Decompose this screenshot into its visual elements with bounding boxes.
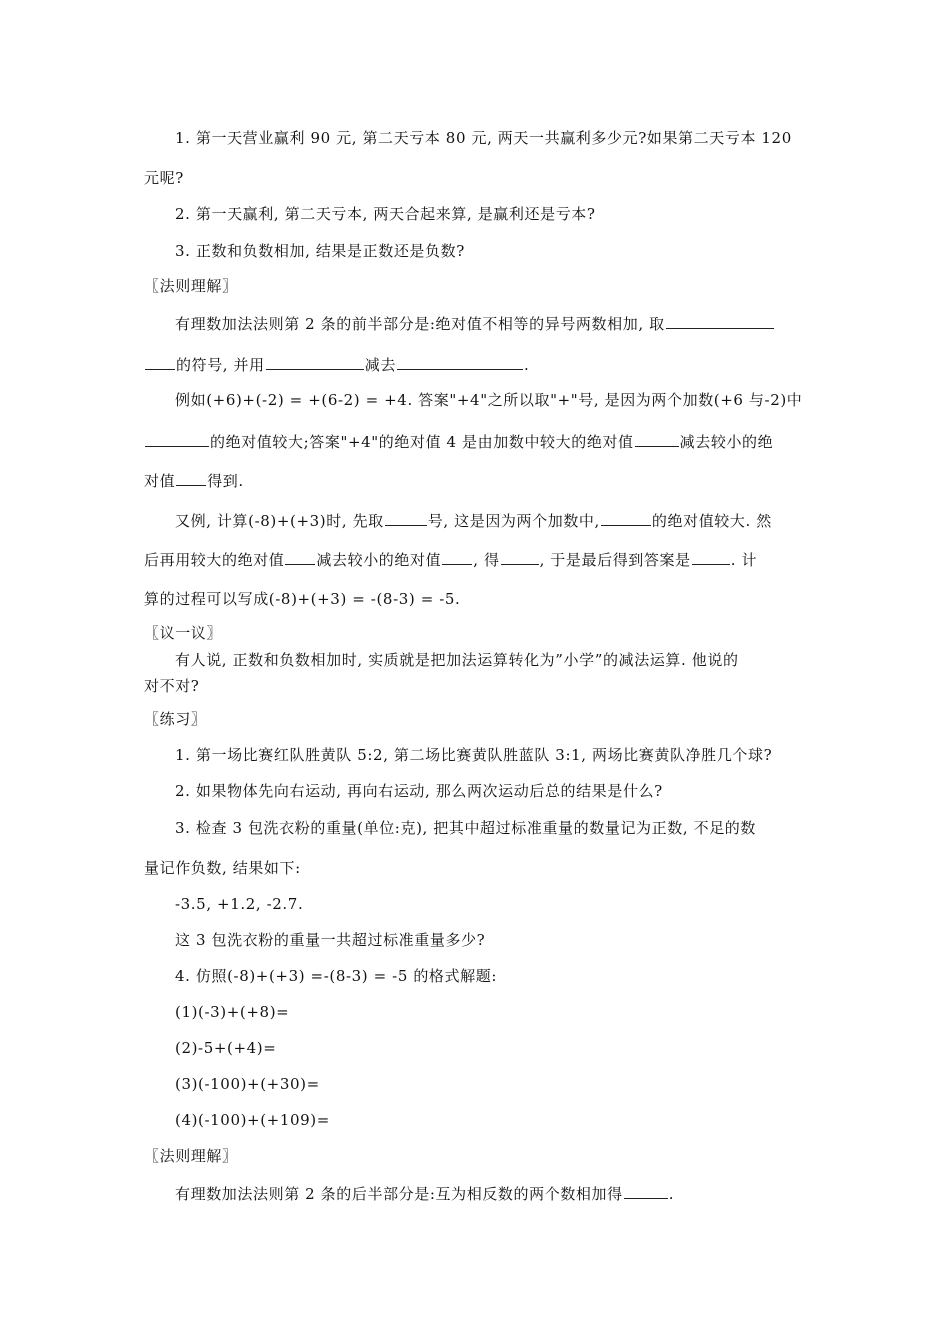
question-2: 2. 第一天赢利, 第二天亏本, 两天合起来算, 是赢利还是亏本?: [175, 205, 596, 223]
fill-blank[interactable]: [397, 354, 523, 370]
example-1-line-1: 例如(+6)+(-2) = +(6-2) = +4. 答案"+4"之所以取"+"号, 是因为两个加数(+6 与-2)中: [175, 391, 803, 409]
example-text: . 计: [730, 551, 758, 569]
example-text: , 于是最后得到答案是: [539, 551, 691, 569]
practice-4-item-4: (4)(-100)+(+109)=: [175, 1111, 330, 1129]
practice-2: 2. 如果物体先向右运动, 再向右运动, 那么两次运动后总的结果是什么?: [175, 782, 663, 800]
practice-3-question: 这 3 包洗衣粉的重量一共超过标准重量多少?: [175, 931, 486, 949]
rule-text: 的符号, 并用: [176, 356, 265, 374]
example-2-line-3: 算的过程可以写成(-8)+(+3) = -(8-3) = -5.: [144, 590, 461, 608]
fill-blank[interactable]: [266, 354, 364, 370]
question-1-line-1: 1. 第一天营业赢利 90 元, 第二天亏本 80 元, 两天一共赢利多少元?如果第二天亏本 120: [175, 129, 792, 147]
heading-rule-understanding: 〖法则理解〗: [144, 277, 238, 295]
fill-blank[interactable]: [666, 313, 774, 329]
discuss-line-2: 对不对?: [144, 677, 200, 695]
rule-text: .: [523, 356, 530, 374]
example-text: 号, 这是因为两个加数中,: [427, 512, 600, 530]
example-2-line-2: [144, 549, 757, 570]
fill-blank[interactable]: [145, 431, 209, 447]
practice-3-line-1: 3. 检查 3 包洗衣粉的重量(单位:克), 把其中超过标准重量的数量记为正数, 不足的数: [175, 819, 756, 837]
rule-text: 有理数加法法则第 2 条的后半部分是:互为相反数的两个数相加得: [175, 1185, 623, 1203]
rule-2-paragraph: [175, 1183, 674, 1204]
question-1-line-2: 元呢?: [144, 169, 184, 187]
fill-blank[interactable]: [176, 470, 206, 486]
question-3: 3. 正数和负数相加, 结果是正数还是负数?: [175, 242, 465, 260]
practice-4-item-1: (1)(-3)+(+8)=: [175, 1003, 290, 1021]
fill-blank[interactable]: [285, 549, 315, 565]
fill-blank[interactable]: [692, 549, 730, 565]
rule-paragraph-line-1: [175, 313, 775, 334]
example-text: 得到.: [207, 472, 244, 490]
heading-rule-understanding-2: 〖法则理解〗: [144, 1147, 238, 1165]
example-text: 减去较小的绝: [679, 433, 774, 451]
heading-discuss: 〖议一议〗: [144, 624, 223, 642]
example-text: 减去较小的绝对值: [316, 551, 442, 569]
example-text: 又例, 计算(-8)+(+3)时, 先取: [175, 512, 384, 530]
example-2-line-1: [175, 510, 772, 531]
example-1-line-3: [144, 470, 244, 491]
example-text: 对值: [144, 472, 176, 490]
rule-text: 有理数加法法则第 2 条的前半部分是:绝对值不相等的异号两数相加, 取: [175, 315, 665, 333]
fill-blank[interactable]: [624, 1183, 668, 1199]
fill-blank[interactable]: [501, 549, 539, 565]
example-text: 的绝对值较大. 然: [651, 512, 772, 530]
fill-blank[interactable]: [385, 510, 427, 526]
example-1-line-2: [144, 431, 773, 452]
practice-4-item-2: (2)-5+(+4)=: [175, 1039, 277, 1057]
practice-4: 4. 仿照(-8)+(+3) =-(8-3) = -5 的格式解题:: [175, 967, 497, 985]
fill-blank[interactable]: [442, 549, 472, 565]
practice-1: 1. 第一场比赛红队胜黄队 5:2, 第二场比赛黄队胜蓝队 3:1, 两场比赛黄队净胜几个球?: [175, 746, 773, 764]
example-text: 的绝对值较大;答案"+4"的绝对值 4 是由加数中较大的绝对值: [210, 433, 634, 451]
example-text: , 得: [473, 551, 500, 569]
fill-blank[interactable]: [145, 354, 175, 370]
rule-paragraph-line-2: [144, 354, 529, 375]
rule-text: 减去: [364, 356, 396, 374]
practice-4-item-3: (3)(-100)+(+30)=: [175, 1075, 320, 1093]
discuss-line-1: 有人说, 正数和负数相加时, 实质就是把加法运算转化为”小学”的减法运算. 他说的: [175, 651, 739, 669]
practice-3-line-2: 量记作负数, 结果如下:: [144, 859, 301, 877]
fill-blank[interactable]: [601, 510, 651, 526]
example-text: 后再用较大的绝对值: [144, 551, 285, 569]
practice-3-data: -3.5, +1.2, -2.7.: [175, 895, 304, 913]
heading-practice: 〖练习〗: [144, 710, 207, 728]
fill-blank[interactable]: [635, 431, 679, 447]
rule-text: .: [668, 1185, 675, 1203]
